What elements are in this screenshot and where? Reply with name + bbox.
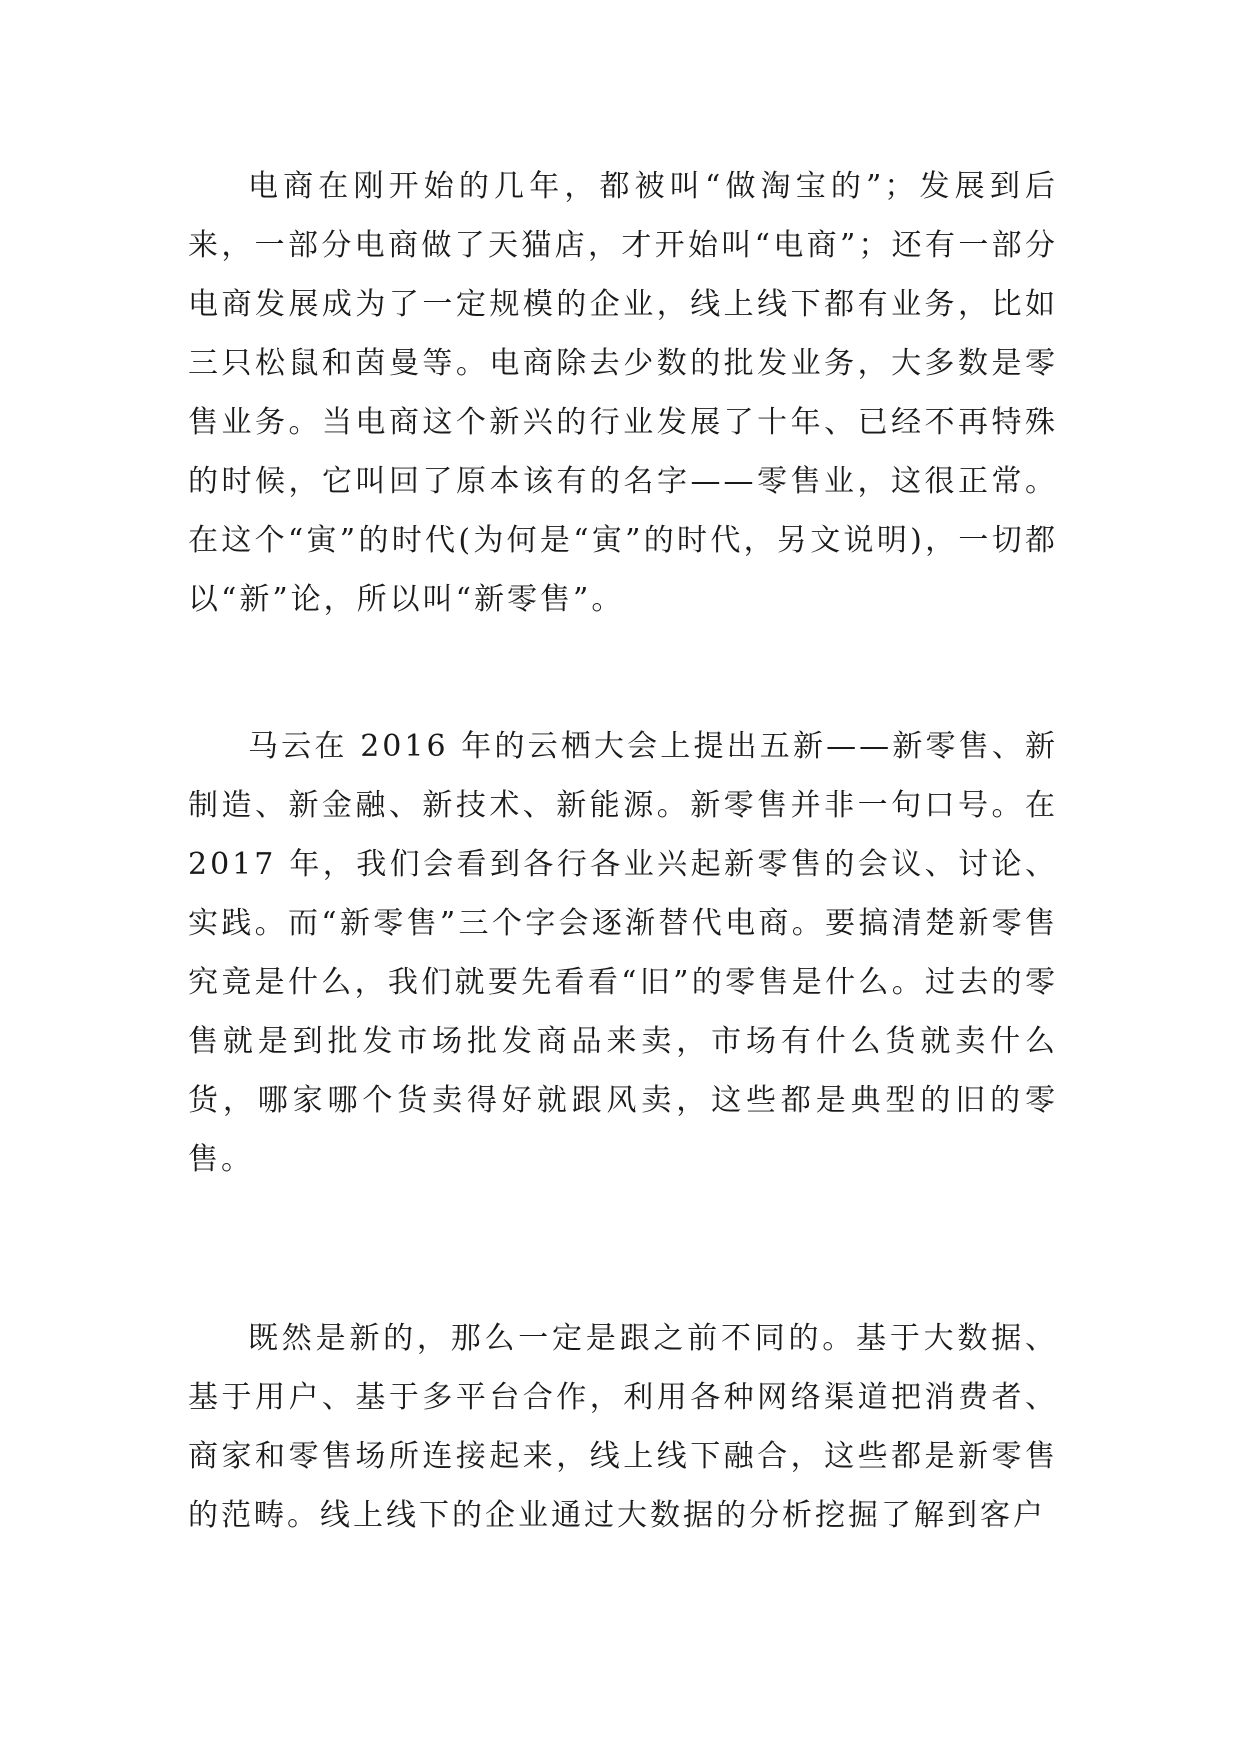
paragraph-1: 电商在刚开始的几年，都被叫“做淘宝的”；发展到后来，一部分电商做了天猫店，才开始叫“电商”；还有一部分电商发展成为了一定规模的企业，线上线下都有业务，比如三只松鼠和茵曼等。电商除去少数的批发业务，大多数是零售业务。当电商这个新兴的行业发展了十年、已经不再特殊的时候，它叫回了原本该有的名字——零售业，这很正常。在这个“寅”的时代(为何是“寅”的时代，另文说明)，一切都以“新”论，所以叫“新零售”。 xyxy=(188,169,1058,617)
paragraph-2: 马云在 2016 年的云栖大会上提出五新——新零售、新制造、新金融、新技术、新能源。新零售并非一句口号。在 2017 年，我们会看到各行各业兴起新零售的会议、讨论、实践。而“新零售”三个字会逐渐替代电商。要搞清楚新零售究竟是什么，我们就要先看看“旧”的零售是什么。过去的零售就是到批发市场批发商品来卖，市场有什么货就卖什么货，哪家哪个货卖得好就跟风卖，这些都是典型的旧的零售。 xyxy=(188,729,1058,1177)
paragraph-3: 既然是新的，那么一定是跟之前不同的。基于大数据、基于用户、基于多平台合作，利用各种网络渠道把消费者、商家和零售场所连接起来，线上线下融合，这些都是新零售的范畴。线上线下的企业通过大数据的分析挖掘了解到客户 xyxy=(188,1321,1058,1533)
